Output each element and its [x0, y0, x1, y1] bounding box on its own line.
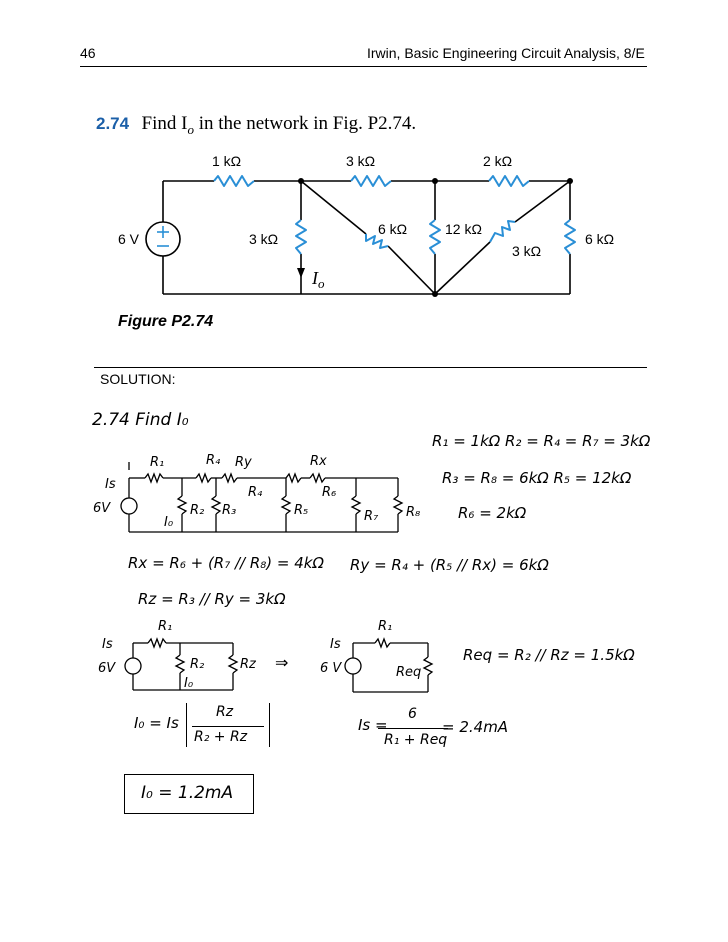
solution-rule [94, 367, 647, 368]
eq-io-lhs: I₀ = Is [134, 714, 179, 732]
solution-heading: SOLUTION: [100, 371, 176, 387]
hand-title: 2.74 Find I₀ [92, 410, 189, 430]
sketch-ladder [0, 450, 440, 540]
running-title: Irwin, Basic Engineering Circuit Analysis, 8/E [367, 45, 645, 61]
eq-is-den: R₁ + Req [384, 732, 448, 748]
sketch-reduced [0, 615, 460, 700]
label-3k-left: 3 kΩ [249, 231, 279, 247]
svg-text:⇒: ⇒ [275, 655, 289, 672]
header-rule [80, 66, 647, 67]
label-6k-diag: 6 kΩ [378, 221, 408, 237]
svg-text:I₀: I₀ [164, 515, 174, 530]
svg-text:R₆: R₆ [322, 485, 337, 500]
eq-rz: Rz = R₃ // Ry = 3kΩ [138, 590, 286, 608]
svg-text:Rx: Rx [310, 454, 327, 469]
svg-text:R₁: R₁ [150, 455, 165, 470]
svg-text:Is: Is [330, 637, 341, 652]
svg-text:Rz: Rz [240, 657, 256, 672]
figure-caption: Figure P2.74 [118, 313, 214, 330]
problem-statement [96, 113, 416, 138]
eq-io-fraction-bar [192, 726, 264, 727]
svg-text:6V: 6V [93, 501, 111, 516]
svg-text:R₂: R₂ [190, 503, 205, 518]
answer-text: I₀ = 1.2mA [141, 783, 234, 803]
svg-text:R₄: R₄ [206, 453, 221, 468]
eq-is-num: 6 [408, 706, 417, 722]
svg-text:R₈: R₈ [406, 505, 421, 520]
svg-text:R₁: R₁ [378, 619, 393, 634]
svg-text:Ry: Ry [235, 455, 252, 470]
label-3k-diag: 3 kΩ [512, 243, 542, 259]
label-1k: 1 kΩ [212, 153, 242, 169]
values-line-1: R₁ = 1kΩ R₂ = R₄ = R₇ = 3kΩ [432, 432, 651, 450]
values-line-3: R₆ = 2kΩ [458, 504, 527, 522]
eq-is-fraction-bar [378, 728, 448, 729]
svg-text:6V: 6V [98, 661, 116, 676]
problem-text: Find $I_o$ in the network in Fig. P2.74. [141, 113, 417, 137]
eq-io-den: R₂ + Rz [194, 729, 248, 745]
eq-ry: Ry = R₄ + (R₅ // Rx) = 6kΩ [350, 556, 549, 574]
svg-text:R₅: R₅ [294, 503, 309, 518]
svg-text:R₁: R₁ [158, 619, 173, 634]
label-io: $I_o$ [312, 268, 325, 291]
label-12k: 12 kΩ [445, 221, 482, 237]
eq-rx: Rx = R₆ + (R₇ // R₈) = 4kΩ [128, 554, 324, 572]
label-2k: 2 kΩ [483, 153, 513, 169]
svg-text:I₀: I₀ [184, 676, 194, 691]
eq-req: Req = R₂ // Rz = 1.5kΩ [463, 646, 635, 664]
circuit-figure [0, 140, 728, 340]
svg-text:Req: Req [396, 665, 422, 680]
svg-text:R₄: R₄ [248, 485, 263, 500]
svg-text:6 V: 6 V [320, 661, 342, 676]
svg-text:Is: Is [105, 477, 116, 492]
svg-text:R₃: R₃ [222, 503, 237, 518]
values-line-2: R₃ = R₈ = 6kΩ R₅ = 12kΩ [442, 469, 632, 487]
svg-text:R₇: R₇ [364, 509, 379, 524]
label-3k-top: 3 kΩ [346, 153, 376, 169]
eq-io-num: Rz [216, 704, 234, 720]
answer-box [124, 774, 254, 814]
svg-text:R₂: R₂ [190, 657, 205, 672]
eq-is-lhs: Is = [358, 716, 388, 734]
eq-is-value: = 2.4mA [442, 718, 509, 736]
svg-text:Is: Is [102, 637, 113, 652]
label-source: 6 V [118, 231, 140, 247]
page-number: 46 [80, 45, 96, 61]
problem-number: 2.74 [96, 114, 130, 133]
label-6k-right: 6 kΩ [585, 231, 615, 247]
